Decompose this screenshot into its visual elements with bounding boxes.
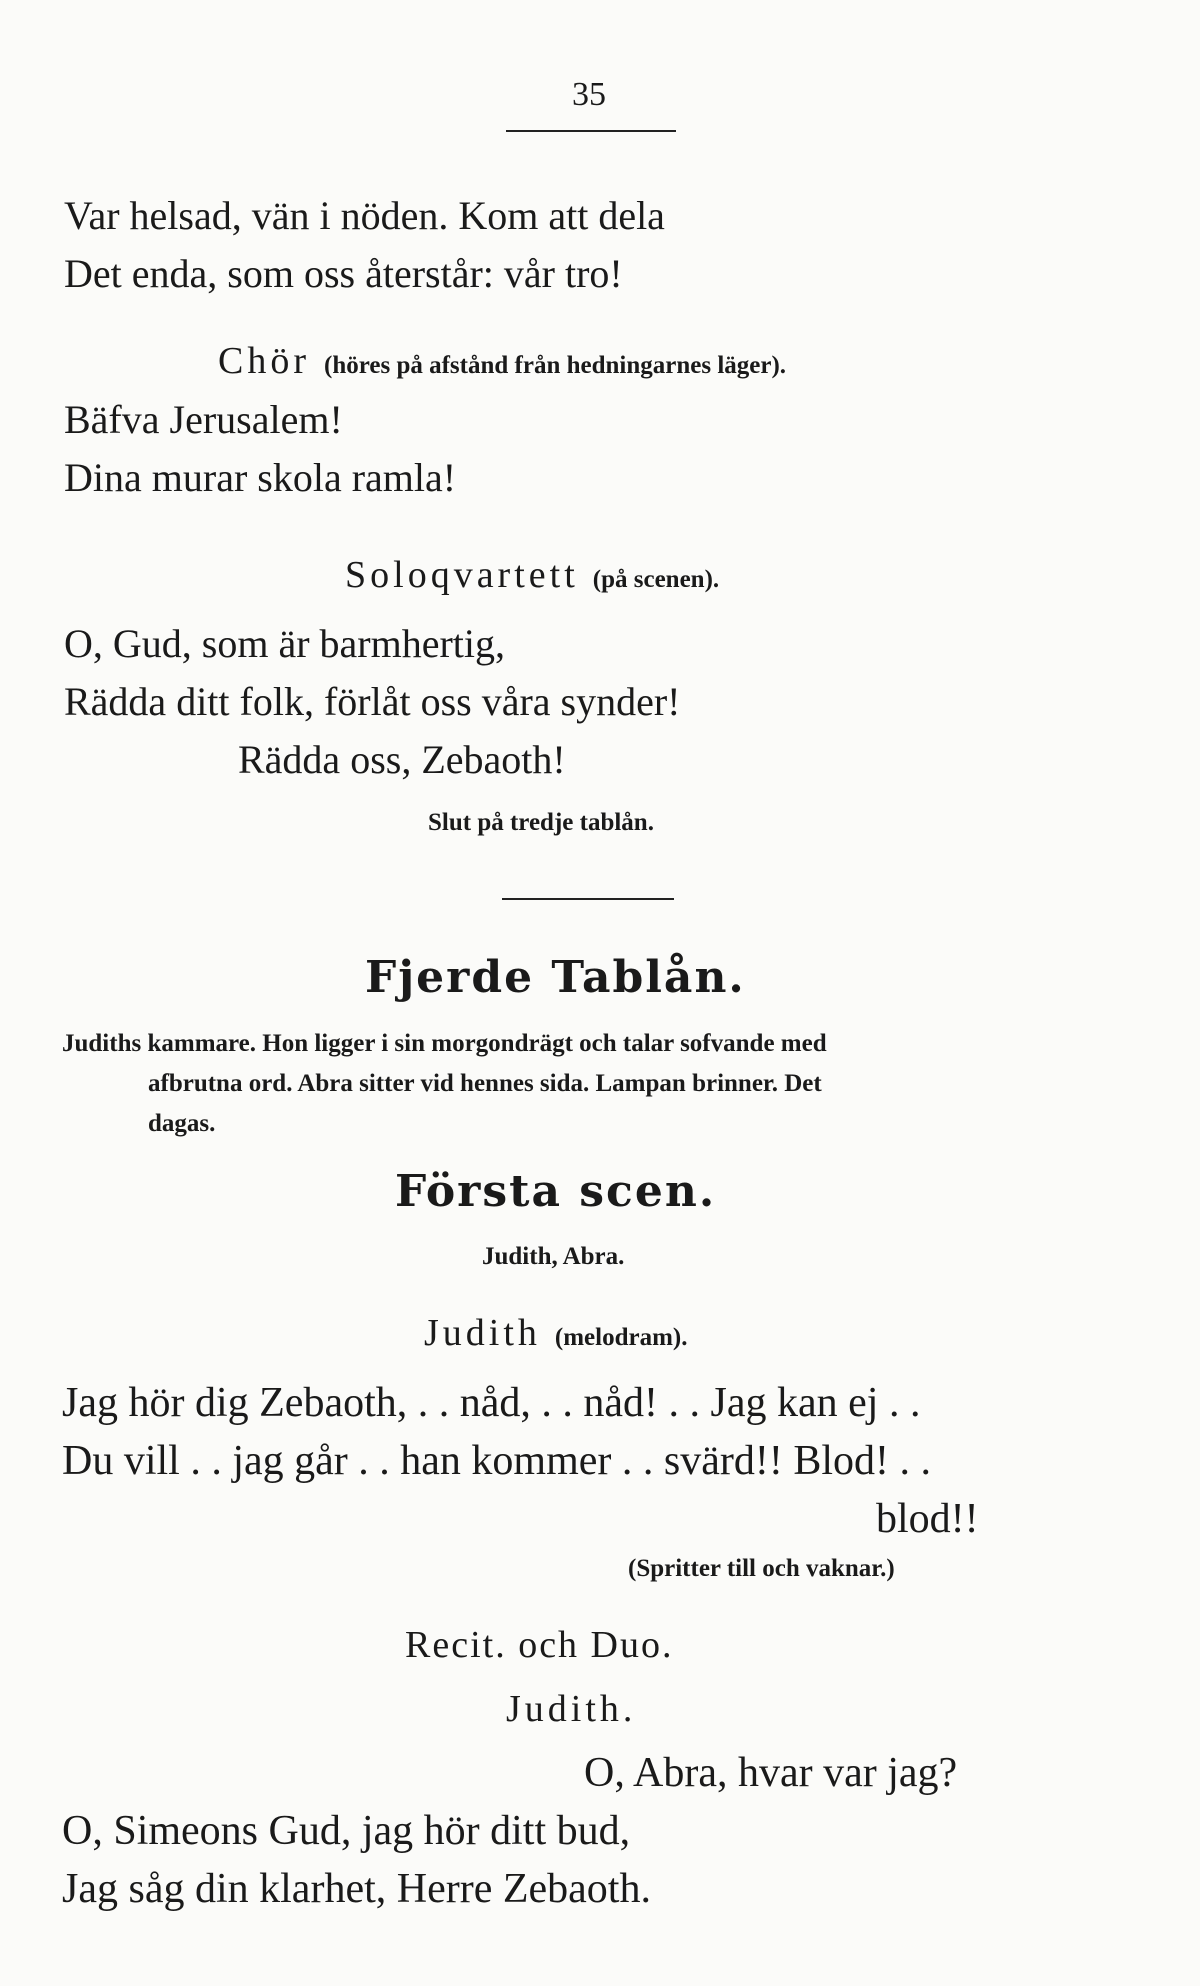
speaker-heading-judith <box>424 1314 688 1352</box>
speaker-heading-judith-recit: Judith. <box>506 1688 637 1730</box>
verse-line: O, Abra, hvar var jag? <box>584 1750 958 1796</box>
section-divider <box>502 898 674 900</box>
tableau-end-note: Slut på tredje tablån. <box>428 809 654 836</box>
verse-line: Rädda ditt folk, förlåt oss våra synder! <box>64 679 681 724</box>
stage-direction-line: afbrutna ord. Abra sitter vid hennes sida. Lampan brinner. Det <box>148 1070 822 1097</box>
speaker-name: Judith <box>424 1312 541 1354</box>
stage-direction-line: Judiths kammare. Hon ligger i sin morgondrägt och talar sofvande med <box>62 1030 827 1057</box>
verse-line: Det enda, som oss återstår: vår tro! <box>64 251 623 296</box>
stage-direction-line: dagas. <box>148 1110 216 1137</box>
stage-direction <box>62 1024 1122 1144</box>
tableau-title: Fjerde Tablån. <box>365 952 746 1003</box>
page-number: 35 <box>572 76 606 113</box>
stage-note: (melodram). <box>554 1324 688 1351</box>
verse-line: Bäfva Jerusalem! <box>64 397 343 442</box>
scene-characters: Judith, Abra. <box>482 1243 625 1270</box>
speaker-name: Soloqvartett <box>345 554 579 596</box>
scene-title: Första scen. <box>395 1166 717 1217</box>
verse-line: blod!! <box>876 1496 979 1542</box>
stage-direction-awake: (Spritter till och vaknar.) <box>628 1555 895 1582</box>
section-heading-recit: Recit. och Duo. <box>405 1624 674 1666</box>
stage-note: (på scenen). <box>592 566 720 593</box>
stage-note: (höres på afstånd från hedningarnes läger). <box>324 352 787 379</box>
header-rule <box>506 130 676 132</box>
verse-line: Dina murar skola ramla! <box>64 455 457 500</box>
speaker-heading-soloqvartett <box>345 556 719 594</box>
speaker-heading-chor <box>218 342 786 380</box>
verse-line: Jag såg din klarhet, Herre Zebaoth. <box>62 1866 651 1912</box>
verse-line: O, Simeons Gud, jag hör ditt bud, <box>62 1808 631 1854</box>
verse-line: Var helsad, vän i nöden. Kom att dela <box>64 193 665 238</box>
verse-line: O, Gud, som är barmhertig, <box>64 621 506 666</box>
verse-line: Rädda oss, Zebaoth! <box>238 737 566 782</box>
verse-line: Du vill . . jag går . . han kommer . . svärd!! Blod! . . <box>62 1438 931 1484</box>
verse-line: Jag hör dig Zebaoth, . . nåd, . . nåd! . . Jag kan ej . . <box>62 1380 921 1426</box>
speaker-name: Chör <box>218 340 310 382</box>
